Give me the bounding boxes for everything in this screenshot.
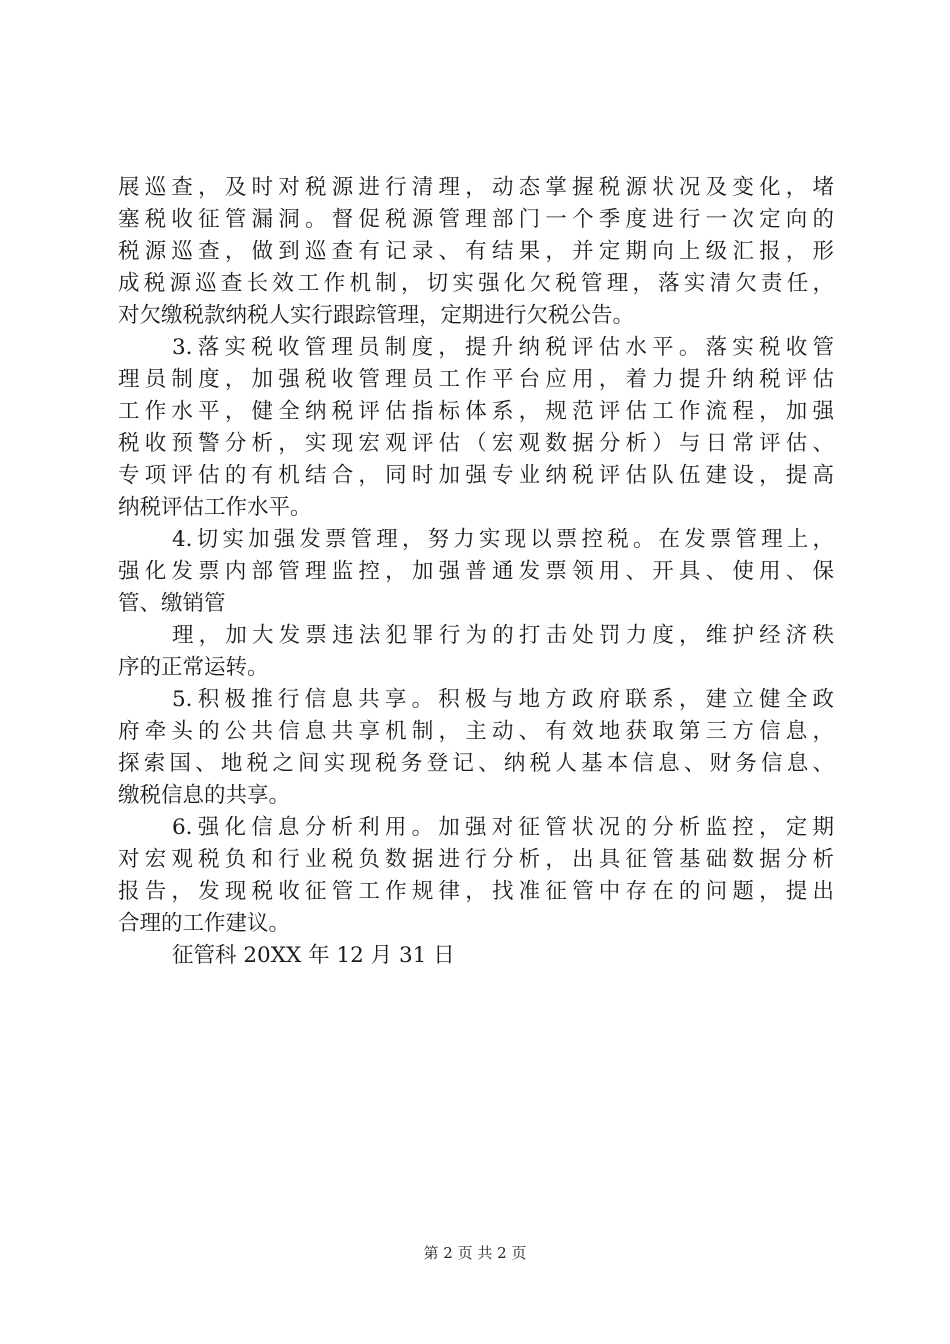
text-line: 工作水平，健全纳税评估指标体系，规范评估工作流程，加强 [118, 399, 834, 424]
text-line: 塞税收征管漏洞。督促税源管理部门一个季度进行一次定向的 [118, 207, 834, 232]
text-line: 合理的工作建议。 [118, 911, 291, 936]
page-number-footer: 第 2 页 共 2 页 [423, 1244, 527, 1262]
text-line: 税源巡查，做到巡查有记录、有结果，并定期向上级汇报，形 [118, 239, 834, 264]
text-line: 强化发票内部管理监控，加强普通发票领用、开具、使用、保 [118, 559, 834, 584]
text-line: 府牵头的公共信息共享机制，主动、有效地获取第三方信息， [118, 719, 834, 744]
text-line: 展巡查，及时对税源进行清理，动态掌握税源状况及变化，堵 [118, 175, 834, 200]
paragraph-3-heading-line: 3.落实税收管理员制度，提升纳税评估水平。落实税收管 [172, 335, 834, 360]
paragraph-4-heading-line: 4.切实加强发票管理，努力实现以票控税。在发票管理上， [172, 527, 834, 552]
text-line: 对宏观税负和行业税负数据进行分析，出具征管基础数据分析 [118, 847, 834, 872]
text-line: 报告，发现税收征管工作规律，找准征管中存在的问题，提出 [118, 879, 834, 904]
text-line: 税收预警分析，实现宏观评估（宏观数据分析）与日常评估、 [118, 431, 834, 456]
text-line: 理，加大发票违法犯罪行为的打击处罚力度，维护经济秩 [172, 623, 834, 648]
text-line: 管、缴销管 [118, 591, 226, 616]
text-line: 成税源巡查长效工作机制，切实强化欠税管理，落实清欠责任， [118, 271, 834, 296]
text-line: 理员制度，加强税收管理员工作平台应用，着力提升纳税评估 [118, 367, 834, 392]
text-line: 缴税信息的共享。 [118, 783, 291, 808]
paragraph-5-heading-line: 5.积极推行信息共享。积极与地方政府联系，建立健全政 [172, 687, 834, 712]
text-line: 探索国、地税之间实现税务登记、纳税人基本信息、财务信息、 [118, 751, 834, 776]
text-line: 专项评估的有机结合，同时加强专业纳税评估队伍建设，提高 [118, 463, 834, 488]
paragraph-6-heading-line: 6.强化信息分析利用。加强对征管状况的分析监控，定期 [172, 815, 834, 840]
text-line: 对欠缴税款纳税人实行跟踪管理，定期进行欠税公告。 [118, 303, 635, 328]
text-line: 序的正常运转。 [118, 655, 269, 680]
text-line: 纳税评估工作水平。 [118, 495, 312, 520]
document-body [118, 172, 834, 972]
signature-date-line: 征管科 20XX 年 12 月 31 日 [172, 943, 455, 968]
